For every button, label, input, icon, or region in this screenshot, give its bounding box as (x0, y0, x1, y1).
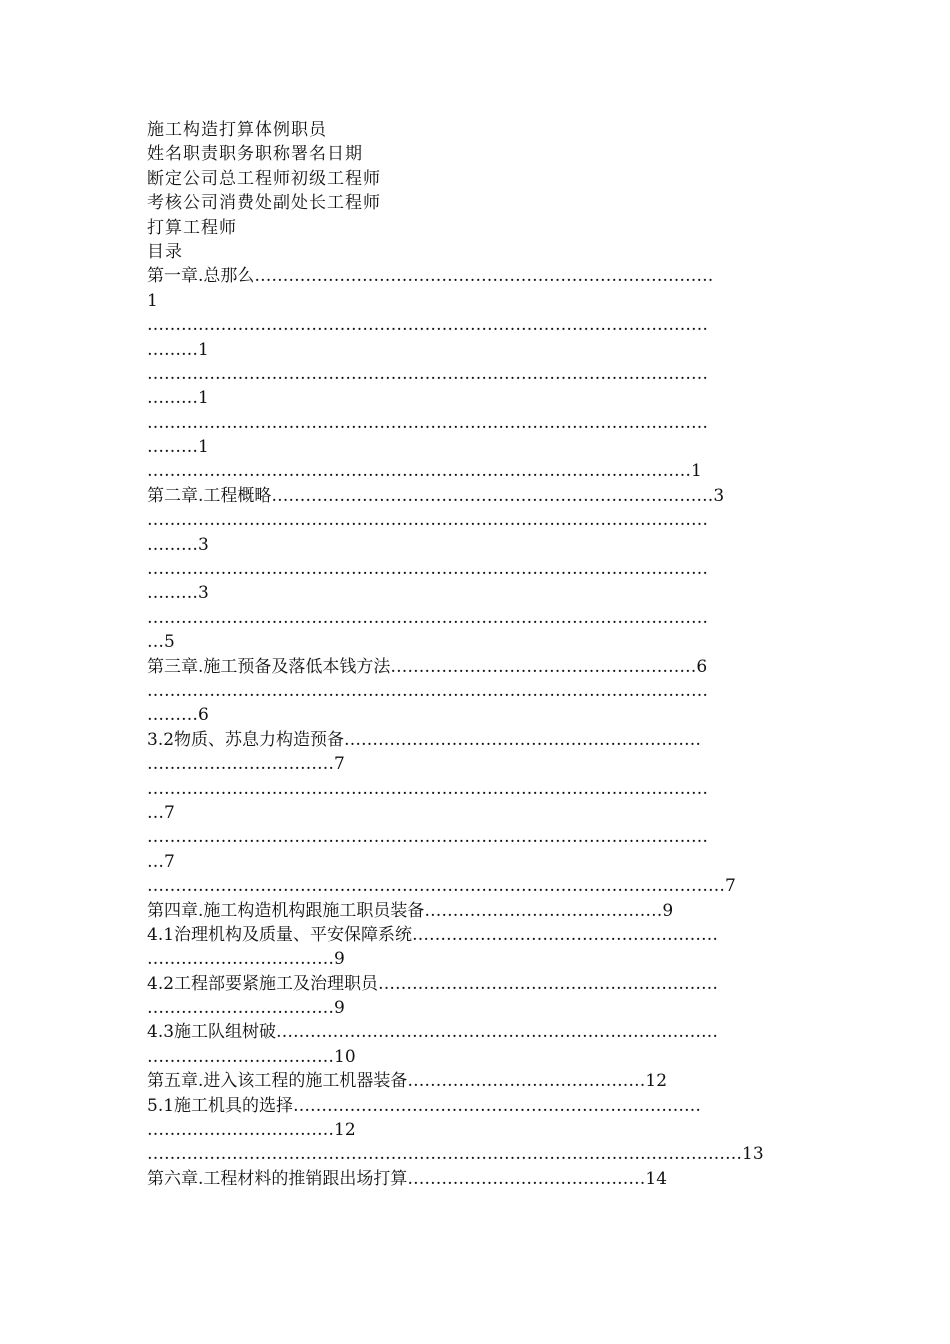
document-page (147, 118, 807, 1191)
toc-line: 第二章.工程概略……………………………………………………………………3 (147, 485, 725, 506)
toc-line: …………………………………………………………………………………………7 (147, 876, 736, 897)
toc-line: 第六章.工程材料的推销跟出场打算……………………………………14 (147, 1168, 668, 1189)
toc-line: ……………………………………………………………………………………… (147, 827, 708, 848)
toc-line: 4.2工程部要紧施工及治理职员…………………………………………………… (147, 973, 719, 994)
toc-line: ………1 (147, 437, 209, 458)
toc-line: 3.2物质、苏息力构造预备……………………………………………………… (147, 729, 702, 750)
toc-line: 5.1施工机具的选择……………………………………………………………… (147, 1095, 702, 1116)
toc-line: ………6 (147, 705, 209, 726)
toc-line: ………1 (147, 339, 209, 360)
toc-line: 第一章.总那么……………………………………………………………………… (147, 266, 714, 287)
toc-line: ……………………………10 (147, 1046, 356, 1067)
toc-line: ………3 (147, 534, 209, 555)
toc-line: ……………………………………………………………………………………… (147, 363, 708, 384)
toc-line: ……………………………………………………………………………………………13 (147, 1144, 764, 1165)
toc-line: …7 (147, 802, 175, 823)
toc-title: 目录 (147, 241, 183, 262)
toc-line: ……………………………………………………………………………………… (147, 412, 708, 433)
header-line: 打算工程师 (147, 217, 237, 238)
header-line: 施工构造打算体例职员 (147, 120, 327, 140)
toc-line: 第四章.施工构造机构跟施工职员装备……………………………………9 (147, 900, 674, 921)
toc-line: ……………………………………………………………………………………… (147, 510, 708, 531)
toc-line: 4.3施工队组树破…………………………………………………………………… (147, 1022, 719, 1043)
toc-line: …5 (147, 632, 175, 653)
toc-line: ……………………………………………………………………………………1 (147, 461, 702, 482)
toc-line: 第五章.进入该工程的施工机器装备……………………………………12 (147, 1071, 668, 1092)
toc-line: ………1 (147, 388, 209, 409)
toc-line: ……………………………………………………………………………………… (147, 315, 708, 336)
toc-line: ………3 (147, 583, 209, 604)
toc-line: ……………………………12 (147, 1120, 356, 1141)
toc-line: 1 (147, 290, 158, 311)
header-line: 断定公司总工程师初级工程师 (147, 168, 381, 189)
toc-line: ……………………………9 (147, 998, 345, 1019)
header-block (147, 118, 807, 264)
toc-line: 第三章.施工预备及落低本钱方法………………………………………………6 (147, 656, 708, 677)
toc-line: ……………………………………………………………………………………… (147, 607, 708, 628)
header-line: 姓名职责职务职称署名日期 (147, 144, 363, 165)
table-of-contents (147, 264, 807, 1191)
toc-line: ……………………………………………………………………………………… (147, 680, 708, 701)
toc-line: ……………………………7 (147, 754, 345, 775)
toc-line: ……………………………………………………………………………………… (147, 559, 708, 580)
toc-line: ……………………………………………………………………………………… (147, 778, 708, 799)
toc-line: 4.1治理机构及质量、平安保障系统……………………………………………… (147, 924, 719, 945)
toc-line: …7 (147, 851, 175, 872)
toc-line: ……………………………9 (147, 949, 345, 970)
header-line: 考核公司消费处副处长工程师 (147, 193, 381, 214)
